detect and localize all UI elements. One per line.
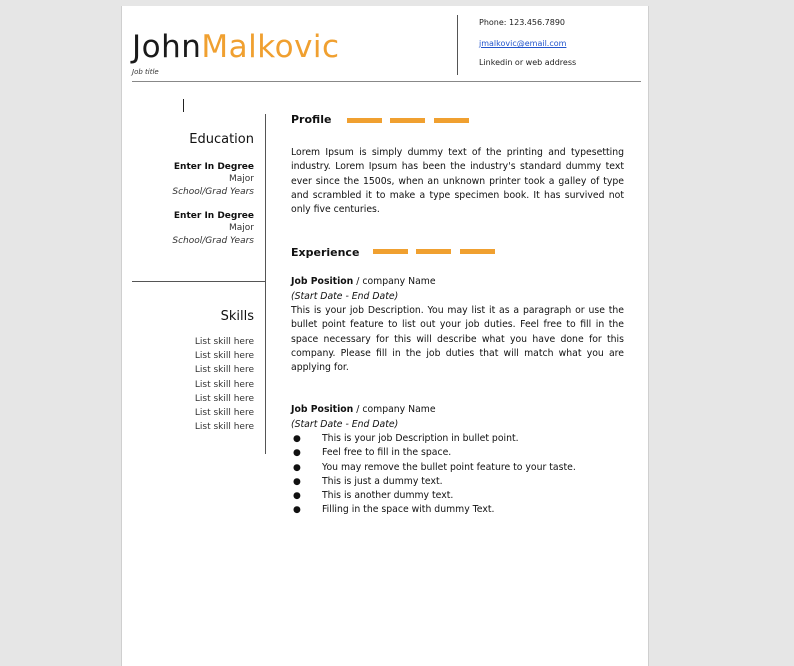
skill-item: List skill here: [194, 365, 254, 375]
resume-page: [121, 6, 649, 666]
experience-heading: Experience: [291, 246, 360, 259]
bullet-dot: ●: [293, 491, 301, 502]
bullet-dot: ●: [293, 462, 301, 473]
last-name: Malkovic: [201, 29, 340, 65]
accent-dash: [373, 249, 408, 254]
candidate-name: [132, 29, 340, 65]
job-position: Job Position: [291, 276, 354, 287]
web-address: Linkedin or web address: [479, 58, 577, 67]
bullet-item: [291, 475, 576, 489]
bullet-dot: ●: [293, 434, 301, 444]
job-description: This is your job Description. You may list it as a paragraph or use the bullet point feature to list out your job duties. Feel free to fill in the space necessary for this will describe what you have done for this company. Please fill in the job duties that will match what you are applying for.: [291, 305, 624, 374]
accent-dash: [347, 118, 382, 123]
sidebar-divider: [265, 114, 266, 454]
skill-item: List skill here: [194, 422, 254, 432]
education-heading: Education: [189, 132, 254, 147]
sidebar-rule: [132, 281, 265, 282]
bullet-item: [291, 503, 576, 517]
skill-item: List skill here: [194, 351, 254, 361]
skill-item: List skill here: [194, 408, 254, 418]
skills-heading: Skills: [220, 309, 254, 324]
skill-item: List skill here: [194, 394, 254, 404]
bullet-text: This is another dummy text.: [322, 490, 454, 502]
bullet-item: [291, 432, 576, 446]
bullet-item: [291, 489, 576, 503]
bullet-dot: ●: [293, 448, 301, 459]
job-company: / company Name: [353, 404, 436, 415]
education-years: School/Grad Years: [172, 187, 254, 197]
bullet-item: [291, 461, 576, 475]
bullet-dot: ●: [293, 476, 301, 487]
bullet-text: You may remove the bullet point feature to your taste.: [322, 461, 576, 473]
job-heading: [291, 276, 436, 287]
profile-heading: Profile: [291, 113, 332, 126]
accent-dash: [390, 118, 425, 123]
header-rule: [132, 81, 641, 82]
header-divider: [457, 15, 458, 75]
email-link[interactable]: jmalkovic@email.com: [479, 39, 567, 48]
bullet-text: This is your job Description in bullet point.: [322, 433, 519, 444]
bullet-item: [291, 446, 576, 460]
job-position: Job Position: [291, 404, 354, 415]
education-years: School/Grad Years: [172, 236, 254, 246]
job-dates: (Start Date - End Date): [291, 291, 399, 302]
text-cursor: [183, 99, 184, 112]
education-degree: Enter In Degree: [173, 211, 254, 221]
bullet-text: Filling in the space with dummy Text.: [322, 504, 495, 516]
job-title: Job title: [132, 68, 159, 76]
bullet-text: Feel free to fill in the space.: [322, 447, 452, 459]
education-degree: Enter In Degree: [173, 162, 254, 172]
bullet-text: This is just a dummy text.: [322, 475, 443, 487]
profile-text: Lorem Ipsum is simply dummy text of the printing and typesetting industry. Lorem Ipsum has been the industry's standard dummy text ever since the 1500s, when an unknown printer took a galley of type and scrambled it to make a type specimen book. It has survived not only five centuries.: [291, 147, 624, 216]
job-dates: (Start Date - End Date): [291, 419, 399, 430]
job-heading: [291, 404, 436, 415]
phone-text: Phone: 123.456.7890: [479, 18, 566, 27]
skill-item: List skill here: [194, 337, 254, 347]
accent-dash: [434, 118, 469, 123]
first-name: John: [132, 29, 202, 65]
job-bullet-list: [291, 432, 576, 518]
education-major: Major: [229, 223, 254, 233]
skill-item: List skill here: [194, 380, 254, 390]
bullet-dot: ●: [293, 505, 301, 516]
accent-dash: [416, 249, 451, 254]
job-company: / company Name: [353, 276, 436, 287]
education-major: Major: [229, 174, 254, 184]
accent-dash: [460, 249, 495, 254]
